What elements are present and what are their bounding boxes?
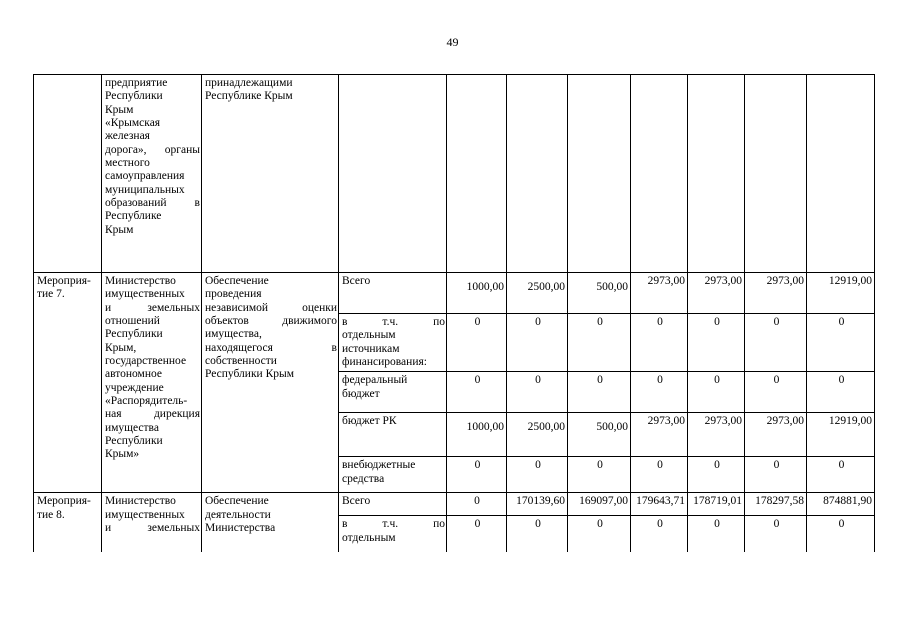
measure-name: тие 8. (37, 508, 65, 521)
value-cell (568, 75, 631, 273)
value-cell (507, 75, 568, 273)
source-label: федеральный (342, 374, 408, 387)
measure-name-cell (34, 493, 102, 553)
executor-text: автономное (105, 368, 162, 381)
description-text: Министерства (205, 521, 276, 534)
value-cell: 0 (447, 314, 507, 372)
source-label: Всего (342, 495, 371, 508)
value-cell: 2973,00 (745, 413, 807, 457)
executor-text: Министерство (105, 495, 176, 508)
source-label: источникам (342, 342, 400, 355)
value-cell: 2973,00 (688, 273, 745, 314)
program-budget-table (33, 74, 875, 552)
value-cell: 0 (807, 457, 875, 493)
executor-text: местного (105, 156, 150, 169)
table-row-measure-7-total (34, 273, 875, 314)
description-text: принадлежащими (205, 77, 293, 89)
executor-text: ная дирекция (105, 408, 200, 421)
executor-text: имущественных (105, 288, 185, 301)
executor-text: образований в (105, 196, 200, 209)
value-cell: 0 (447, 457, 507, 493)
source-cell (339, 372, 447, 413)
executor-cell (102, 493, 202, 553)
value-cell: 0 (568, 516, 631, 553)
executor-text: железная (105, 130, 150, 143)
value-cell: 2973,00 (688, 413, 745, 457)
executor-text: муниципальных (105, 183, 185, 196)
executor-text: дорога», органы (105, 143, 200, 156)
executor-text: Республики (105, 90, 163, 103)
value-cell: 0 (688, 372, 745, 413)
value-cell: 0 (688, 516, 745, 553)
executor-text: Крым, (105, 341, 137, 354)
description-text: Обеспечение (205, 275, 269, 287)
value-cell: 12919,00 (807, 273, 875, 314)
executor-text: «Распорядитель- (105, 394, 188, 407)
description-cell (202, 75, 339, 273)
description-text: объектов движимого (205, 314, 337, 327)
value-cell: 0 (807, 516, 875, 553)
source-label: внебюджетные (342, 459, 416, 472)
description-text: Республике Крым (205, 90, 293, 103)
description-text: собственности (205, 354, 277, 367)
value-cell: 874881,90 (807, 493, 875, 516)
source-label: отдельным (342, 531, 396, 544)
value-cell: 0 (568, 314, 631, 372)
executor-text: учреждение (105, 381, 164, 394)
measure-name: Мероприя- (37, 495, 91, 508)
value-cell: 0 (447, 372, 507, 413)
executor-text: Министерство (105, 275, 176, 287)
value-cell: 0 (631, 372, 688, 413)
value-cell: 0 (631, 457, 688, 493)
executor-text: самоуправления (105, 170, 185, 183)
description-text: проведения (205, 288, 262, 301)
value-cell (631, 75, 688, 273)
value-cell: 178297,58 (745, 493, 807, 516)
executor-text: Республике (105, 210, 162, 223)
source-cell (339, 314, 447, 372)
measure-name: Мероприя- (37, 275, 91, 287)
description-cell (202, 493, 339, 553)
description-text: Обеспечение (205, 495, 269, 508)
measure-name-cell (34, 75, 102, 273)
value-cell (688, 75, 745, 273)
executor-text: Крым (105, 223, 134, 236)
value-cell: 178719,01 (688, 493, 745, 516)
value-cell: 0 (807, 314, 875, 372)
executor-text: «Крымская (105, 116, 161, 129)
description-cell (202, 273, 339, 493)
executor-text: отношений (105, 314, 160, 327)
value-cell: 0 (688, 314, 745, 372)
value-cell: 2973,00 (631, 273, 688, 314)
measure-name: тие 7. (37, 288, 65, 301)
value-cell: 0 (745, 516, 807, 553)
value-cell: 0 (745, 457, 807, 493)
executor-cell (102, 273, 202, 493)
value-cell: 500,00 (568, 413, 631, 457)
source-label: финансирования: (342, 355, 427, 368)
value-cell: 0 (447, 493, 507, 516)
value-cell: 0 (631, 516, 688, 553)
source-cell (339, 493, 447, 516)
value-cell: 0 (507, 516, 568, 553)
executor-text: и земельных (105, 521, 200, 534)
source-cell (339, 457, 447, 493)
value-cell: 169097,00 (568, 493, 631, 516)
executor-text: имущественных (105, 508, 185, 521)
description-text: находящегося в (205, 341, 337, 354)
description-text: деятельности (205, 508, 271, 521)
source-label: в т.ч. по (342, 316, 445, 328)
description-text: независимой оценки (205, 301, 337, 314)
executor-text: и земельных (105, 301, 200, 314)
value-cell (745, 75, 807, 273)
value-cell: 1000,00 (447, 273, 507, 314)
value-cell: 12919,00 (807, 413, 875, 457)
source-label: Всего (342, 275, 371, 287)
source-cell (339, 75, 447, 273)
executor-cell (102, 75, 202, 273)
source-label: в т.ч. по (342, 518, 445, 531)
description-text: Республики Крым (205, 368, 294, 381)
value-cell: 0 (568, 457, 631, 493)
page-number: 49 (446, 35, 459, 49)
source-label: отдельным (342, 329, 396, 342)
value-cell: 0 (745, 314, 807, 372)
value-cell: 1000,00 (447, 413, 507, 457)
executor-text: предприятие (105, 77, 168, 89)
source-cell (339, 516, 447, 553)
executor-text: Крым» (105, 448, 140, 461)
value-cell: 179643,71 (631, 493, 688, 516)
value-cell: 2500,00 (507, 413, 568, 457)
description-text: имущества, (205, 328, 262, 341)
source-cell (339, 273, 447, 314)
value-cell: 2500,00 (507, 273, 568, 314)
executor-text: Крым (105, 103, 134, 116)
value-cell: 0 (447, 516, 507, 553)
source-cell (339, 413, 447, 457)
executor-text: Республики (105, 328, 163, 341)
executor-text: Республики (105, 434, 163, 447)
source-label: бюджет (342, 387, 380, 400)
executor-text: государственное (105, 354, 187, 367)
value-cell: 0 (688, 457, 745, 493)
value-cell: 0 (807, 372, 875, 413)
source-label: бюджет РК (342, 415, 397, 428)
value-cell: 170139,60 (507, 493, 568, 516)
value-cell: 2973,00 (631, 413, 688, 457)
value-cell: 0 (507, 457, 568, 493)
value-cell: 0 (631, 314, 688, 372)
value-cell: 500,00 (568, 273, 631, 314)
value-cell: 0 (507, 372, 568, 413)
measure-name-cell (34, 273, 102, 493)
table-row-continuation (34, 75, 875, 273)
value-cell (447, 75, 507, 273)
value-cell: 0 (745, 372, 807, 413)
value-cell: 0 (568, 372, 631, 413)
table-row-measure-8-total (34, 493, 875, 516)
value-cell (807, 75, 875, 273)
source-label: средства (342, 472, 385, 485)
value-cell: 0 (507, 314, 568, 372)
value-cell: 2973,00 (745, 273, 807, 314)
executor-text: имущества (105, 421, 159, 434)
